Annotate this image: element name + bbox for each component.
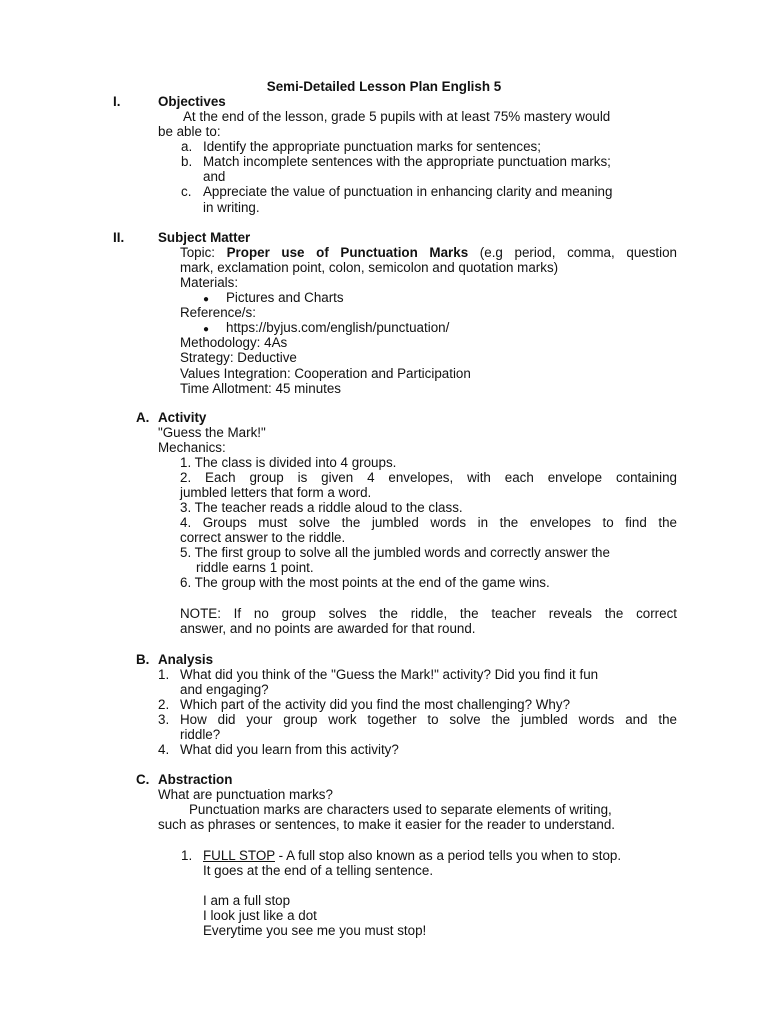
analysis-q3-line2: riddle? (180, 727, 221, 742)
objective-c-line1: Appreciate the value of punctuation in enhancing clarity and meaning (203, 184, 613, 199)
objective-b-line1: Match incomplete sentences with the appropriate punctuation marks; (203, 154, 611, 169)
values-integration: Values Integration: Cooperation and Participation (180, 366, 471, 381)
abstraction-item-1-line2: It goes at the end of a telling sentence. (203, 863, 434, 878)
mechanics-step-1: 1. The class is divided into 4 groups. (180, 455, 397, 470)
activity-note-line2: answer, and no points are awarded for that round. (180, 621, 476, 636)
full-stop-description: - A full stop also known as a period tells you when to stop. (274, 848, 622, 863)
objective-letter-a: a. (181, 139, 193, 154)
objective-letter-c: c. (181, 184, 192, 199)
analysis-q3-line1: How did your group work together to solve the jumbled words and the (180, 712, 677, 727)
strategy: Strategy: Deductive (180, 350, 297, 365)
subsection-letter-analysis: B. (136, 652, 150, 667)
section-numeral-subject-matter: II. (113, 230, 125, 245)
subsection-letter-abstraction: C. (136, 772, 150, 787)
materials-item: Pictures and Charts (226, 290, 344, 305)
abstraction-definition-line1: Punctuation marks are characters used to separate elements of writing, (189, 802, 612, 817)
mechanics-step-3: 3. The teacher reads a riddle aloud to the class. (180, 500, 463, 515)
reference-label: Reference/s: (180, 305, 256, 320)
activity-note-line1: NOTE: If no group solves the riddle, the teacher reveals the correct (180, 606, 677, 621)
analysis-q1-number: 1. (158, 667, 170, 682)
abstraction-item-1-line1 (203, 848, 621, 863)
mechanics-step-6: 6. The group with the most points at the end of the game wins. (180, 575, 550, 590)
objective-b-line2: and (203, 169, 226, 184)
objective-letter-b: b. (181, 154, 193, 169)
subsection-letter-activity: A. (136, 410, 150, 425)
analysis-q4-number: 4. (158, 742, 170, 757)
analysis-q2: Which part of the activity did you find the most challenging? Why? (180, 697, 571, 712)
objective-c-line2: in writing. (203, 200, 260, 215)
analysis-q2-number: 2. (158, 697, 170, 712)
subsection-heading-abstraction: Abstraction (158, 772, 233, 787)
abstraction-definition-line2: such as phrases or sentences, to make it easier for the reader to understand. (158, 817, 616, 832)
mechanics-step-5-line2: riddle earns 1 point. (196, 560, 314, 575)
mechanics-step-4-line1: 4. Groups must solve the jumbled words in the envelopes to find the (180, 515, 677, 530)
game-title: "Guess the Mark!" (158, 425, 266, 440)
section-numeral-objectives: I. (113, 94, 121, 109)
poem-line-1: I am a full stop (203, 893, 291, 908)
poem-line-2: I look just like a dot (203, 908, 317, 923)
analysis-q1-line1: What did you think of the "Guess the Mark!" activity? Did you find it fun (180, 667, 599, 682)
abstraction-item-1-number: 1. (181, 848, 193, 863)
time-allotment: Time Allotment: 45 minutes (180, 381, 342, 396)
topic-rest: (e.g period, comma, question (468, 245, 677, 260)
methodology: Methodology: 4As (180, 335, 288, 350)
topic-line2: mark, exclamation point, colon, semicolon and quotation marks) (180, 260, 559, 275)
section-heading-objectives: Objectives (158, 94, 226, 109)
mechanics-step-2-line2: jumbled letters that form a word. (180, 485, 372, 500)
mechanics-step-4-line2: correct answer to the riddle. (180, 530, 346, 545)
mechanics-label: Mechanics: (158, 440, 226, 455)
reference-link[interactable]: https://byjus.com/english/punctuation/ (226, 320, 450, 335)
bullet-icon: ● (203, 294, 210, 305)
analysis-q1-line2: and engaging? (180, 682, 269, 697)
full-stop-term: FULL STOP (203, 848, 275, 863)
subsection-heading-activity: Activity (158, 410, 207, 425)
bullet-icon: ● (203, 324, 210, 335)
objectives-intro-line2: be able to: (158, 124, 221, 139)
mechanics-step-5-line1: 5. The first group to solve all the jumbled words and correctly answer the (180, 545, 610, 560)
analysis-q4: What did you learn from this activity? (180, 742, 399, 757)
poem-line-3: Everytime you see me you must stop! (203, 923, 427, 938)
objectives-intro-line1: At the end of the lesson, grade 5 pupils with at least 75% mastery would (183, 109, 611, 124)
abstraction-question: What are punctuation marks? (158, 787, 333, 802)
analysis-q3-number: 3. (158, 712, 170, 727)
subsection-heading-analysis: Analysis (158, 652, 214, 667)
topic-line1 (180, 245, 677, 260)
mechanics-step-2-line1: 2. Each group is given 4 envelopes, with each envelope containing (180, 470, 677, 485)
topic-title: Proper use of Punctuation Marks (226, 245, 469, 260)
materials-label: Materials: (180, 275, 239, 290)
page-title: Semi-Detailed Lesson Plan English 5 (266, 79, 502, 94)
topic-label: Topic: (180, 245, 227, 260)
section-heading-subject-matter: Subject Matter (158, 230, 251, 245)
objective-a-line1: Identify the appropriate punctuation marks for sentences; (203, 139, 541, 154)
